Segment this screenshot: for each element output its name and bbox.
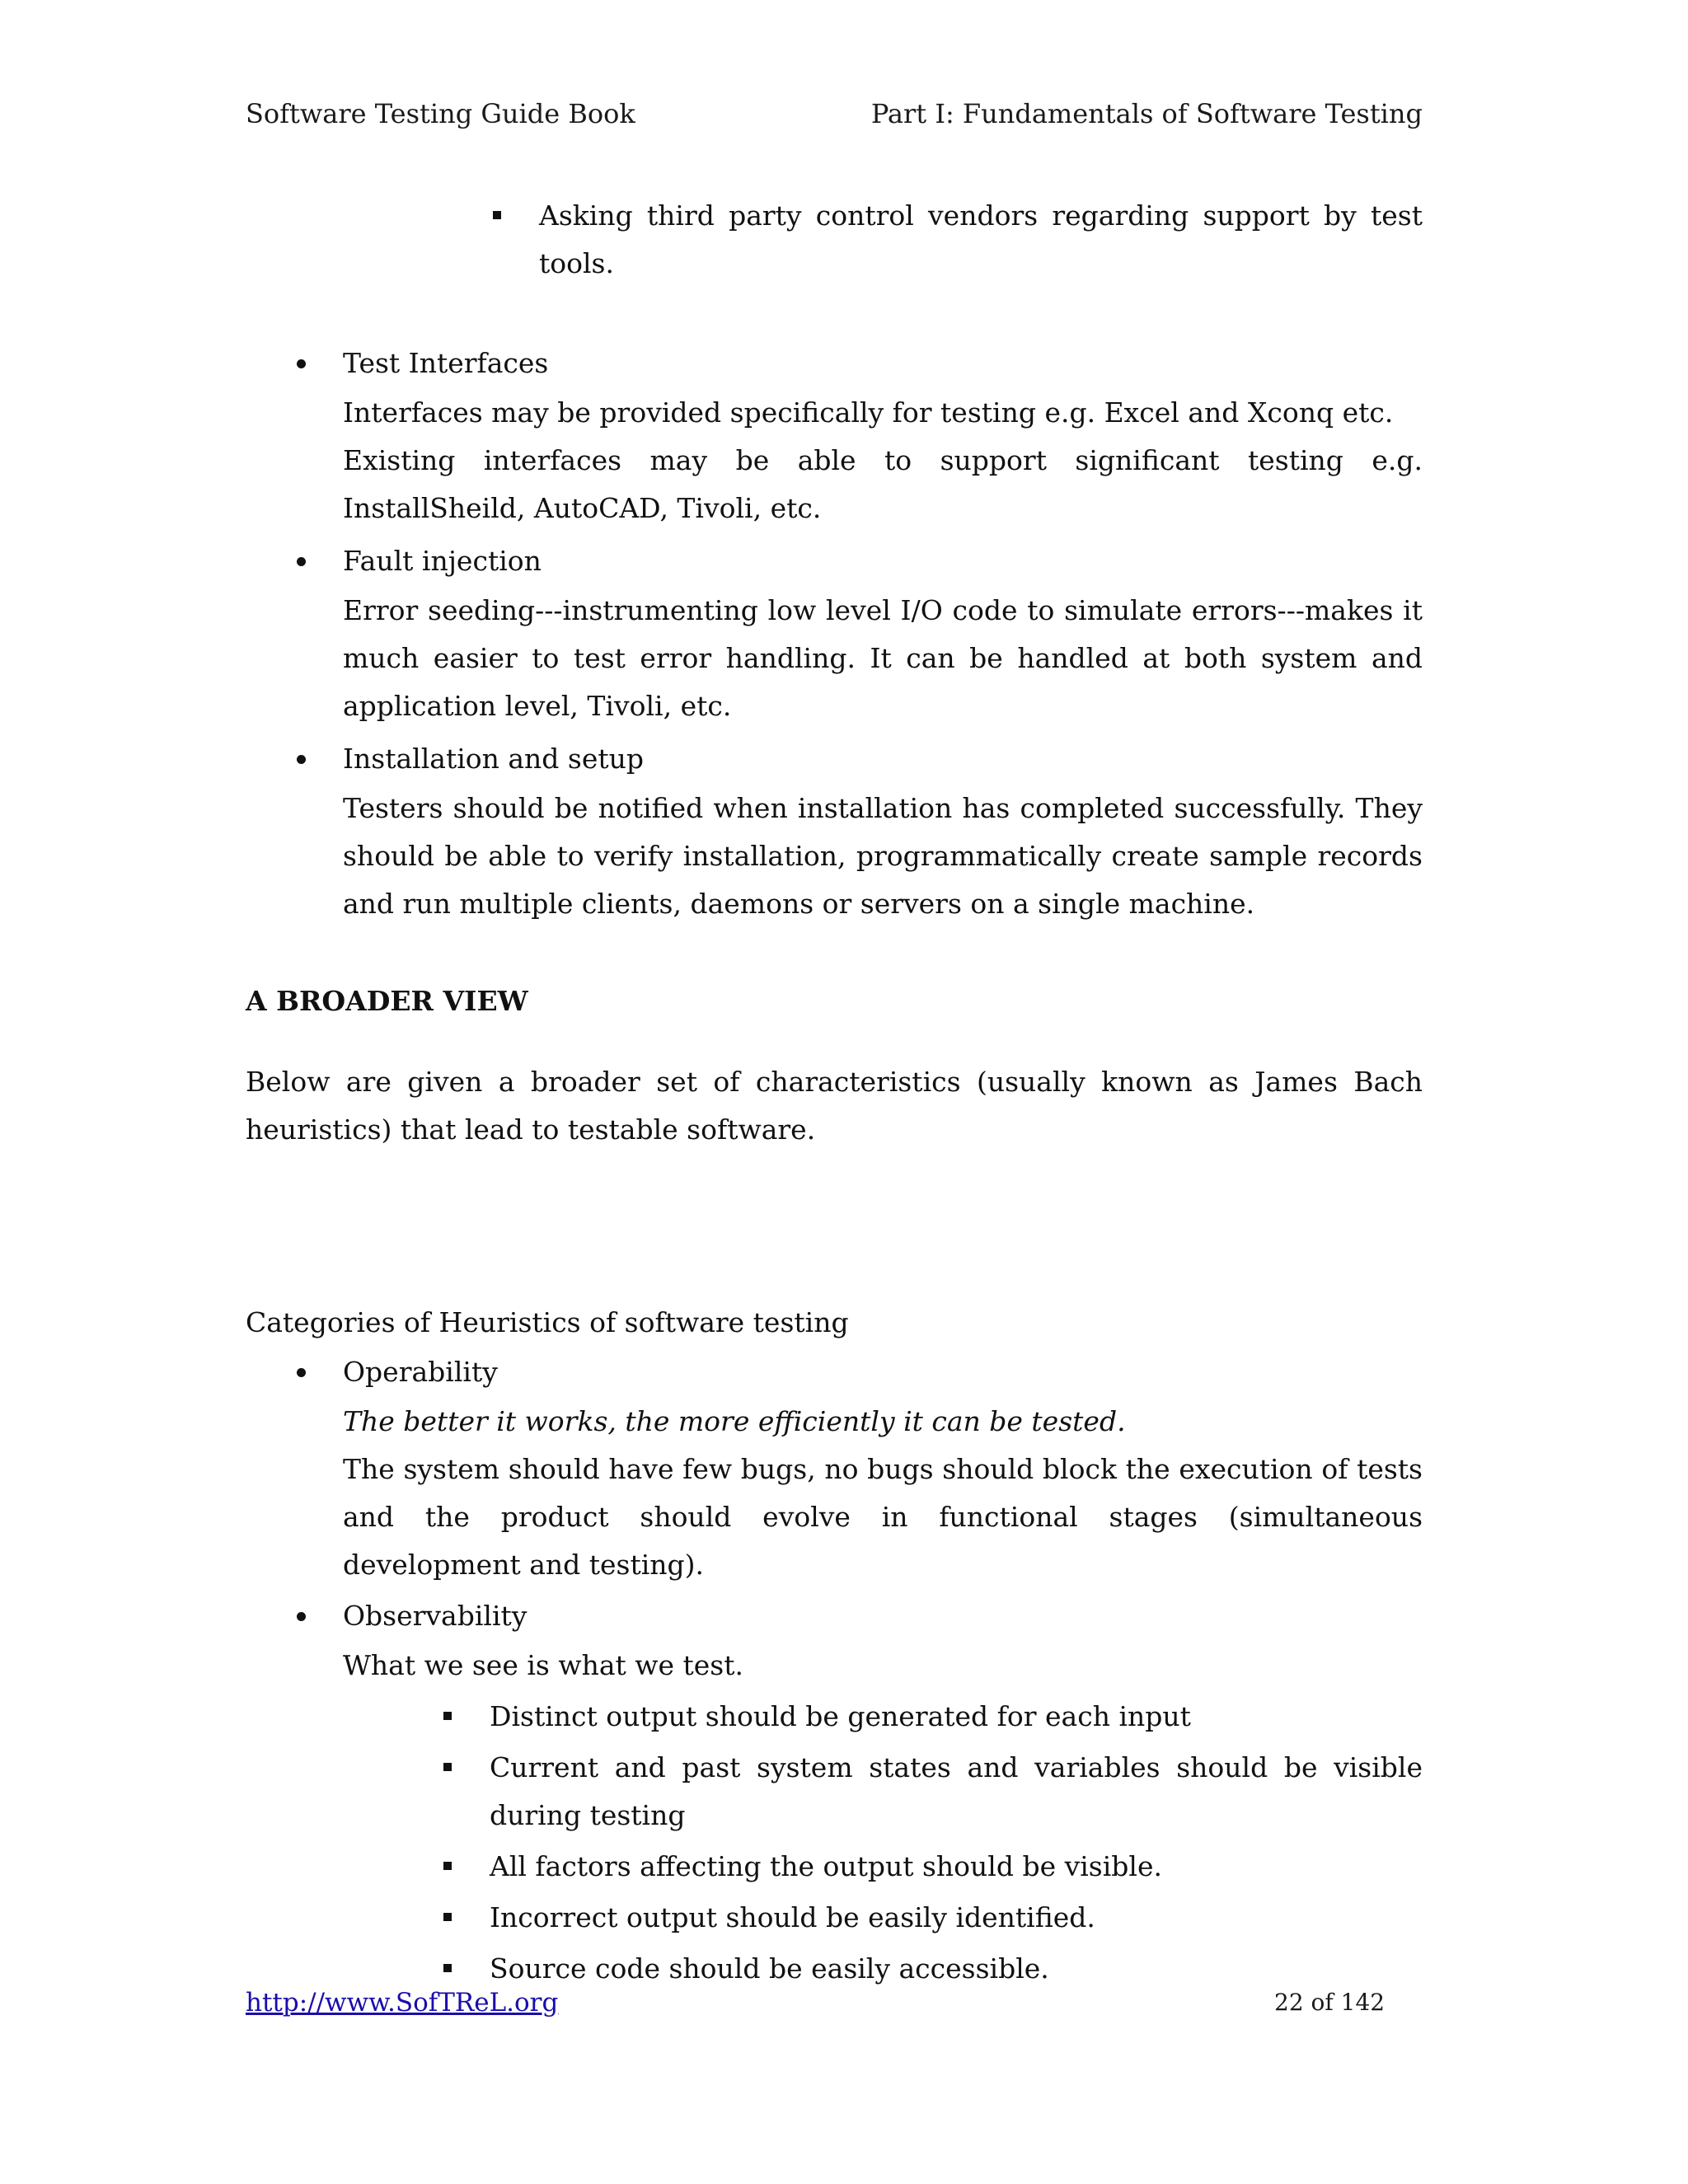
item-title-installation: Installation and setup xyxy=(343,743,645,775)
paragraph-fault-injection: Error seeding---instrumenting low level I/O code to simulate errors---makes it much easier to test error handling. It can be handled at both system and application level, Tivoli, etc. xyxy=(343,594,1423,722)
paragraph-interfaces-line1: Interfaces may be provided specifically for testing e.g. Excel and Xconq etc. xyxy=(343,396,1394,429)
square-bullet-icon xyxy=(443,1763,452,1771)
categories-label: Categories of Heuristics of software testing xyxy=(246,1306,849,1338)
bullet-dot-icon xyxy=(297,359,306,368)
observability-point: Distinct output should be generated for each input xyxy=(490,1700,1191,1732)
square-bullet-icon xyxy=(443,1913,452,1921)
square-bullet-icon xyxy=(443,1862,452,1870)
observability-point: Incorrect output should be easily identified. xyxy=(490,1901,1095,1933)
square-bullet-icon xyxy=(443,1964,452,1972)
paragraph-third-party-vendors: Asking third party control vendors regarding support by test tools. xyxy=(539,199,1423,279)
bullet-dot-icon xyxy=(297,755,306,764)
footer-website-link[interactable]: http://www.SofTReL.org xyxy=(246,1988,559,2018)
square-bullet-icon xyxy=(493,211,501,219)
paragraph-broader-view-intro: Below are given a broader set of characteristics (usually known as James Bach heuristics) that lead to testable software. xyxy=(246,1066,1423,1146)
item-title-fault-injection: Fault injection xyxy=(343,545,542,577)
header-book-title: Software Testing Guide Book xyxy=(246,98,635,129)
heuristic-title-operability: Operability xyxy=(343,1356,498,1388)
bullet-dot-icon xyxy=(297,1612,306,1621)
bullet-dot-icon xyxy=(297,1368,306,1377)
paragraph-installation: Testers should be notified when installation has completed successfully. They should be able to verify installation, programmatically create sample records and run multiple clients, daemons or servers on a single machine. xyxy=(343,792,1423,920)
footer-page-number: 22 of 142 xyxy=(1274,1989,1386,2016)
header-part-title: Part I: Fundamentals of Software Testing xyxy=(870,98,1423,129)
item-title-test-interfaces: Test Interfaces xyxy=(343,347,549,379)
paragraph-interfaces-line2: Existing interfaces may be able to support significant testing e.g. InstallSheild, AutoCAD, Tivoli, etc. xyxy=(343,444,1423,524)
heuristic-title-observability: Observability xyxy=(343,1600,528,1632)
observability-point: All factors affecting the output should be visible. xyxy=(490,1850,1162,1882)
section-heading: A BROADER VIEW xyxy=(246,985,528,1017)
square-bullet-icon xyxy=(443,1712,452,1720)
operability-motto: The better it works, the more efficiently it can be tested. xyxy=(343,1405,1126,1437)
observability-motto: What we see is what we test. xyxy=(343,1649,743,1681)
observability-point: Current and past system states and variables should be visible during testing xyxy=(490,1751,1423,1831)
paragraph-operability: The system should have few bugs, no bugs should block the execution of tests and the product should evolve in functional stages (simultaneous development and testing). xyxy=(343,1453,1423,1581)
observability-point: Source code should be easily accessible. xyxy=(490,1952,1049,1985)
bullet-dot-icon xyxy=(297,557,306,566)
